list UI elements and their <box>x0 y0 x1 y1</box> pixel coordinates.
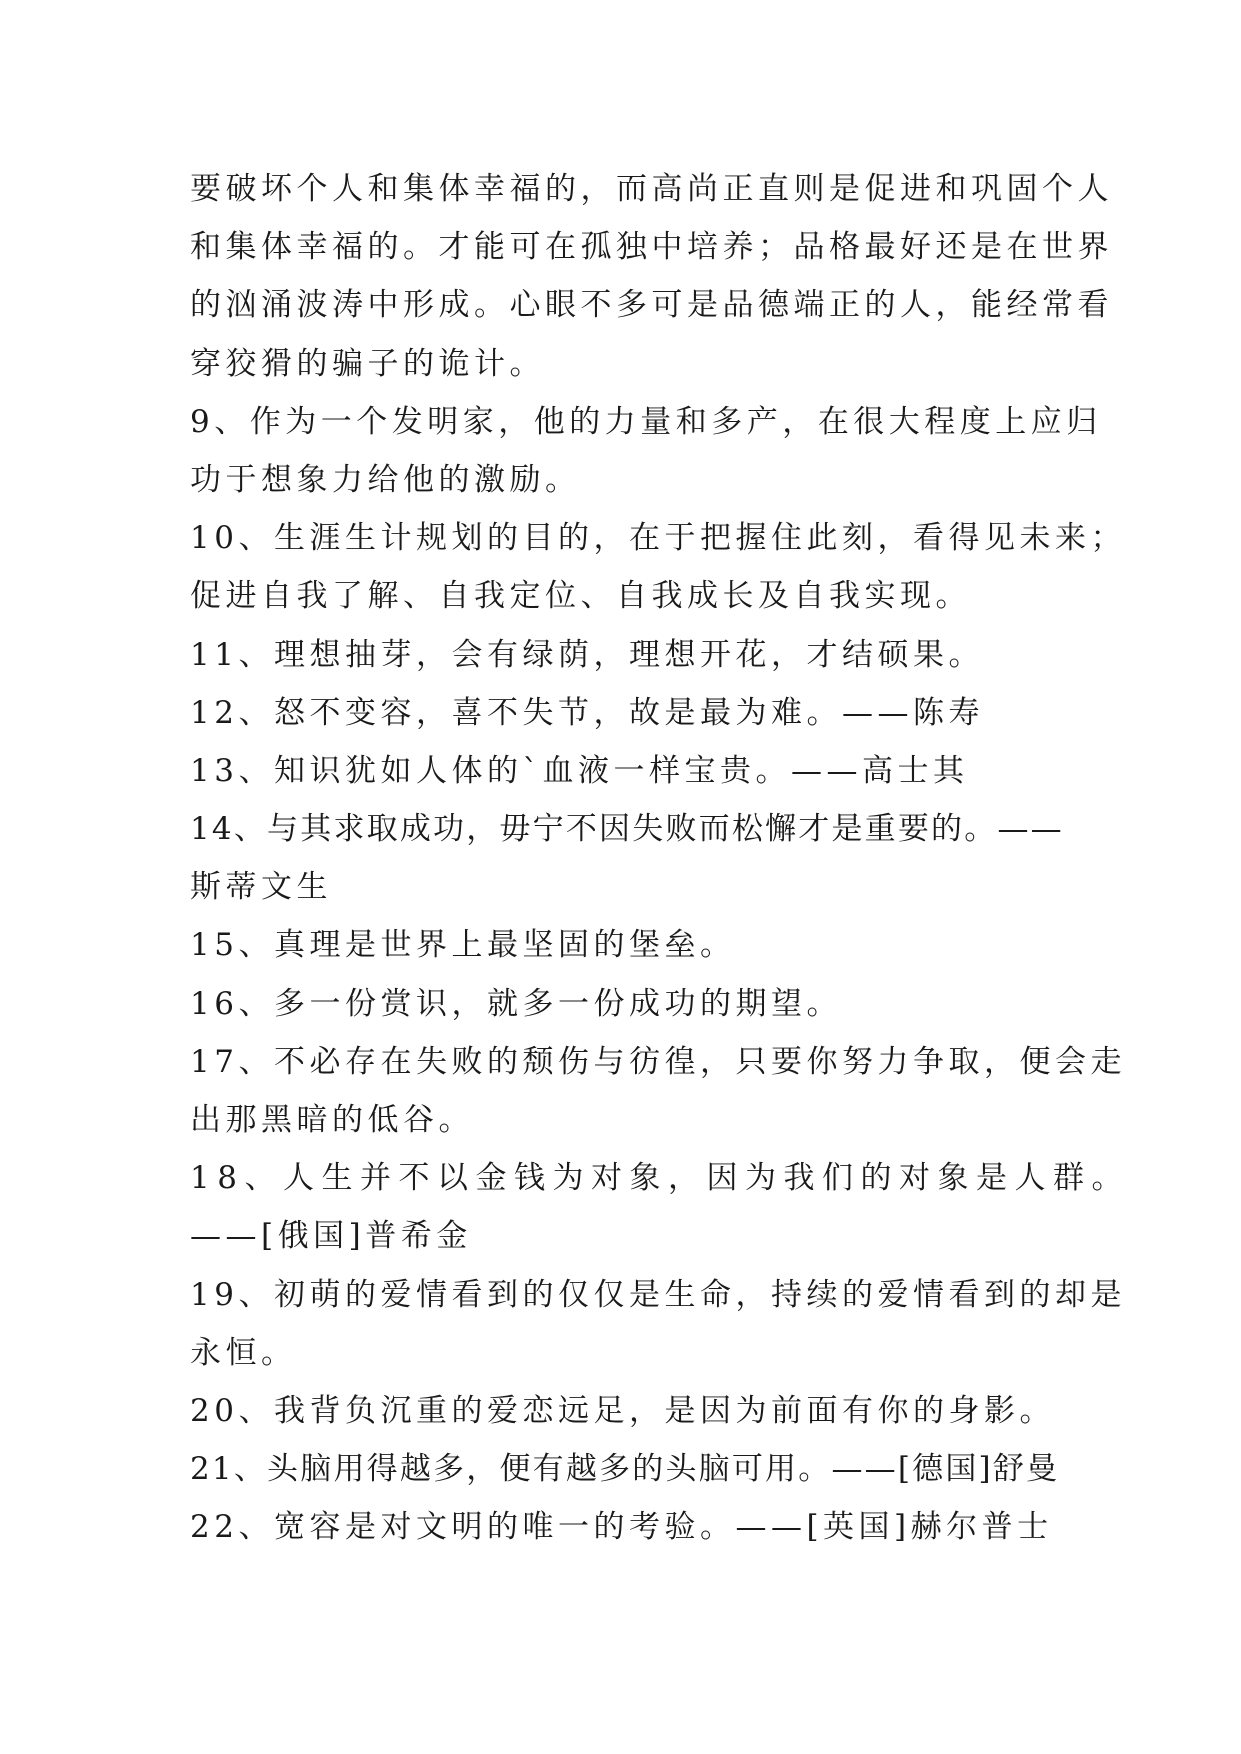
text-line: 要破坏个人和集体幸福的，而高尚正直则是促进和巩固个人 <box>190 171 1113 207</box>
quote-18: 18、人生并不以金钱为对象，因为我们的对象是人群。 <box>190 1160 1130 1197</box>
quote-14: 14、与其求取成功，毋宁不因失败而松懈才是重要的。—— <box>190 811 1064 848</box>
quote-15: 15、真理是世界上最坚固的堡垒。 <box>190 927 736 964</box>
quote-17: 17、不必存在失败的颓伤与彷徨，只要你努力争取，便会走 <box>190 1043 1126 1080</box>
quote-21: 21、头脑用得越多，便有越多的头脑可用。——[德国]舒曼 <box>190 1451 1060 1488</box>
quote-13: 13、知识犹如人体的`血液一样宝贵。——高士其 <box>190 752 969 789</box>
quote-11: 11、理想抽芽，会有绿荫，理想开花，才结硕果。 <box>190 636 984 673</box>
quote-19: 19、初萌的爱情看到的仅仅是生命，持续的爱情看到的却是 <box>190 1276 1126 1313</box>
text-line: 斯蒂文生 <box>190 869 332 906</box>
text-line: ——[俄国]普希金 <box>190 1218 472 1255</box>
quote-20: 20、我背负沉重的爱恋远足，是因为前面有你的身影。 <box>190 1392 1055 1429</box>
text-line: 永恒。 <box>190 1334 297 1371</box>
quote-16: 16、多一份赏识，就多一份成功的期望。 <box>190 985 842 1022</box>
quote-12: 12、怒不变容，喜不失节，故是最为难。——陈寿 <box>190 694 984 731</box>
quote-22: 22、宽容是对文明的唯一的考验。——[英国]赫尔普士 <box>190 1509 1053 1546</box>
text-line: 穿狡猾的骗子的诡计。 <box>190 345 545 382</box>
text-line: 的汹涌波涛中形成。心眼不多可是品德端正的人，能经常看 <box>190 287 1113 324</box>
text-line: 出那黑暗的低谷。 <box>190 1102 474 1138</box>
document-page <box>190 160 1130 1557</box>
quote-10: 10、生涯生计规划的目的，在于把握住此刻，看得见未来； <box>190 520 1126 557</box>
text-line: 促进自我了解、自我定位、自我成长及自我实现。 <box>190 578 971 615</box>
text-line: 和集体幸福的。才能可在孤独中培养；品格最好还是在世界 <box>190 229 1113 266</box>
text-line: 功于想象力给他的激励。 <box>190 461 581 498</box>
quote-9: 9、作为一个发明家，他的力量和多产，在很大程度上应归 <box>190 403 1102 440</box>
